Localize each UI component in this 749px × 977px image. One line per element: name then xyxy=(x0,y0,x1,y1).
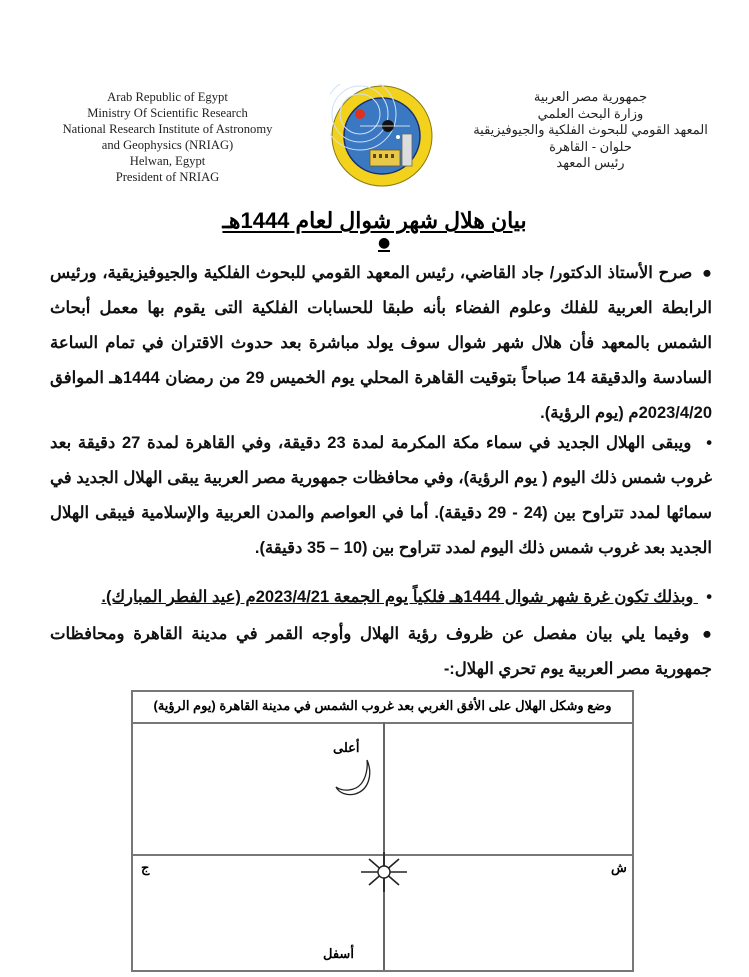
header-ar-line: المعهد القومي للبحوث الفلكية والجيوفيزيقية xyxy=(473,122,708,137)
paragraph-text: صرح الأستاذ الدكتور/ جاد القاضي، رئيس المعهد القومي للبحوث الفلكية والجيوفيزيقية، ورئيس الرابطة العربية للفلك وعلوم الفضاء بأنه طبقا للحسابات الفلكية التى يقوم بها معمل أبحاث الشمس بالمعهد فأن هلال شهر شوال سوف يولد مباشرة بعد حدوث الاقتران في تمام الساعة السادسة والدقيقة 14 صباحاً بتوقيت القاهرة المحلي يوم الخميس 29 من رمضان 1444هـ الموافق 2023/4/20م (يوم الرؤية). xyxy=(50,264,712,422)
label-south: ج xyxy=(141,860,150,875)
label-top: أعلى xyxy=(333,740,360,755)
bullet-icon: ● xyxy=(702,264,712,282)
header-en-line: Arab Republic of Egypt xyxy=(107,90,228,104)
vertical-axis-line xyxy=(383,722,385,970)
header-en-line: President of NRIAG xyxy=(115,170,220,184)
paragraph-visibility-duration xyxy=(50,426,712,566)
paragraph-text: وبذلك تكون غرة شهر شوال 1444هـ فلكياً يوم الجمعة 2023/4/21م (عيد الفطر المبارك). xyxy=(101,588,694,606)
label-bottom: أسفل xyxy=(323,946,354,961)
crescent-position-table xyxy=(131,690,634,972)
sun-icon xyxy=(359,850,409,894)
header-en-line: Ministry Of Scientific Research xyxy=(87,106,248,120)
title-bullet: ● xyxy=(378,235,391,251)
bullet-icon: ● xyxy=(702,625,712,643)
label-west: ش xyxy=(611,860,627,875)
header-ar-line: وزارة البحث العلمي xyxy=(537,105,644,121)
header-ar-line: رئيس المعهد xyxy=(556,155,625,170)
paragraph-details-intro xyxy=(50,617,712,687)
header-en-line: and Geophysics (NRIAG) xyxy=(101,138,234,152)
paragraph-text: وفيما يلي بيان مفصل عن ظروف رؤية الهلال وأوجه القمر في مدينة القاهرة ومحافظات جمهورية مصر العربية يوم تحري الهلال:- xyxy=(50,625,712,678)
header-en-line: Helwan, Egypt xyxy=(129,154,206,168)
nriag-logo-icon xyxy=(330,84,434,188)
header-ar-line: حلوان - القاهرة xyxy=(549,138,632,154)
title-text: بيان هلال شهر شوال لعام 1444هـ xyxy=(222,208,527,233)
header-en-line: National Research Institute of Astronomy xyxy=(62,122,273,136)
bullet-icon: • xyxy=(706,588,712,606)
paragraph-text: ويبقى الهلال الجديد في سماء مكة المكرمة لمدة 23 دقيقة، وفي القاهرة لمدة 27 دقيقة بعد غروب شمس ذلك اليوم ( يوم الرؤية)، وفي محافظات جمهورية مصر العربية يبقى الهلال الجديد في سمائها لمدد تتراوح بين (24 - 29 دقيقة). أما في العواصم والمدن العربية والإسلامية فيبقى الهلال الجديد بعد غروب شمس ذلك اليوم لمدد تتراوح بين (10 – 35 دقيقة). xyxy=(50,434,712,557)
header-arabic xyxy=(468,89,713,172)
paragraph-eid-date xyxy=(50,580,712,615)
bullet-icon: • xyxy=(706,434,712,452)
header-ar-line: جمهورية مصر العربية xyxy=(533,89,648,104)
paragraph-announcement xyxy=(50,256,712,431)
header-english xyxy=(40,89,295,185)
crescent-moon-icon xyxy=(333,756,373,798)
table-heading: وضع وشكل الهلال على الأفق الغربي بعد غروب الشمس في مدينة القاهرة (يوم الرؤية) xyxy=(133,692,632,724)
document-title xyxy=(150,207,599,235)
